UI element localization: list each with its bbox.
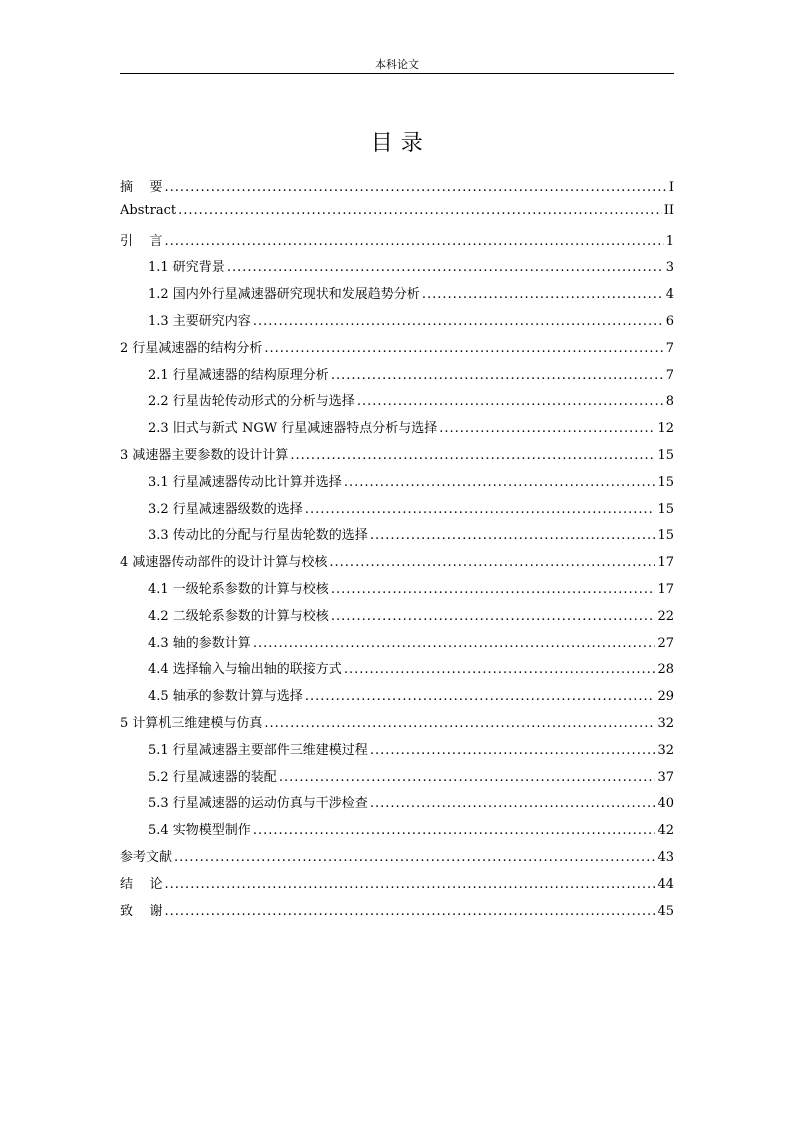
toc-entry[interactable] [120,658,674,685]
toc-entry-label: 5.4 实物模型制作 [148,823,251,839]
toc-entry-page: 7 [665,367,674,383]
toc-leader-dots [264,341,663,356]
toc-leader-dots [253,636,656,651]
toc-entry-label: 引 言 [120,233,163,249]
toc-entry-page: 15 [657,474,674,490]
toc-leader-dots [165,234,664,249]
toc-entry[interactable] [120,873,674,900]
toc-entry-label: 3.3 传动比的分配与行星齿轮数的选择 [148,528,368,544]
toc-leader-dots [165,904,656,919]
toc-leader-dots [370,743,656,758]
toc-entry[interactable] [120,739,674,766]
toc-leader-dots [264,716,655,731]
toc-entry-page: II [663,202,674,218]
toc-entry-page: 15 [657,528,674,544]
toc-entry-page: 44 [657,876,674,892]
toc-entry[interactable] [120,176,674,203]
toc-entry-page: 15 [657,501,674,517]
toc-entry-label: 4.3 轴的参数计算 [148,635,251,651]
toc-leader-dots [165,180,667,195]
toc-leader-dots [370,796,656,811]
toc-leader-dots [174,850,655,865]
toc-entry-page: 43 [657,849,674,865]
toc-entry-page: 32 [657,715,674,731]
header-rule [120,73,674,74]
toc-entry-page: 42 [657,823,674,839]
toc-entry-page: 12 [657,421,674,437]
toc-entry-label: 参考文献 [120,849,173,865]
toc-entry-page: 40 [657,796,674,812]
toc-entry-label: 结 论 [120,876,163,892]
toc-entry[interactable] [120,310,674,337]
toc-entry-label: 3.2 行星减速器级数的选择 [148,501,303,517]
toc-leader-dots [357,394,664,409]
toc-entry-page: 28 [657,662,674,678]
toc-entry[interactable] [120,390,674,417]
toc-entry-page: 32 [657,742,674,758]
toc-entry[interactable] [120,605,674,632]
toc-entry[interactable] [120,712,674,739]
toc-entry-label: 摘 要 [120,180,163,195]
toc-entry-page: 15 [657,447,674,463]
toc-leader-dots [305,502,656,517]
toc-entry[interactable] [120,471,674,498]
toc-leader-dots [279,770,656,785]
toc-entry-label: 3.1 行星减速器传动比计算并选择 [148,474,342,490]
toc-list [120,176,674,926]
toc-entry-label: 5.1 行星减速器主要部件三维建模过程 [148,742,368,758]
toc-entry-label: 2.3 旧式与新式 NGW 行星减速器特点分析与选择 [148,421,438,437]
toc-entry-page: 37 [657,769,674,785]
toc-entry[interactable] [120,685,674,712]
toc-entry-label: 5.3 行星减速器的运动仿真与干涉检查 [148,796,368,812]
toc-entry[interactable] [120,498,674,525]
toc-leader-dots [422,287,664,302]
toc-entry-label: 1.3 主要研究内容 [148,313,251,329]
toc-entry-label: 2.2 行星齿轮传动形式的分析与选择 [148,394,355,410]
toc-entry-page: 17 [657,555,674,571]
toc-entry-label: 5 计算机三维建模与仿真 [120,715,263,731]
toc-entry[interactable] [120,203,674,230]
toc-entry[interactable] [120,337,674,364]
toc-entry-label: 3 减速器主要参数的设计计算 [120,447,289,463]
toc-entry[interactable] [120,256,674,283]
toc-entry-page: 7 [665,340,674,356]
toc-leader-dots [331,368,664,383]
toc-entry-label: 1.1 研究背景 [148,260,225,276]
toc-entry[interactable] [120,524,674,551]
toc-leader-dots [331,582,656,597]
toc-entry-page: 29 [657,689,674,705]
toc-title: 目 录 [370,131,424,156]
toc-leader-dots [253,823,656,838]
page-header: 本科论文 [375,58,419,71]
toc-entry-page: 3 [665,260,674,276]
toc-entry-label: 5.2 行星减速器的装配 [148,769,277,785]
toc-entry[interactable] [120,766,674,793]
toc-entry-page: 17 [657,581,674,597]
toc-entry-label: 2.1 行星减速器的结构原理分析 [148,367,329,383]
toc-leader-dots [344,475,656,490]
toc-entry-page: 27 [657,635,674,651]
toc-entry-label: 1.2 国内外行星减速器研究现状和发展趋势分析 [148,287,420,303]
toc-entry-label: 4.4 选择输入与输出轴的联接方式 [148,662,342,678]
toc-entry[interactable] [120,417,674,444]
toc-entry[interactable] [120,551,674,578]
toc-entry-page: 8 [665,394,674,410]
toc-entry-page: I [668,180,674,195]
toc-entry[interactable] [120,632,674,659]
toc-entry-label: 4.5 轴承的参数计算与选择 [148,689,303,705]
toc-leader-dots [305,689,656,704]
toc-entry[interactable] [120,819,674,846]
toc-entry[interactable] [120,900,674,927]
toc-entry[interactable] [120,444,674,471]
toc-entry[interactable] [120,846,674,873]
toc-leader-dots [253,314,664,329]
toc-entry[interactable] [120,364,674,391]
toc-leader-dots [165,877,656,892]
toc-entry[interactable] [120,792,674,819]
toc-entry-label: 致 谢 [120,903,163,919]
toc-leader-dots [329,555,655,570]
toc-leader-dots [178,203,662,218]
toc-leader-dots [290,448,655,463]
toc-entry-label: 4 减速器传动部件的设计计算与校核 [120,555,328,571]
toc-leader-dots [331,609,656,624]
toc-entry-page: 45 [657,903,674,919]
toc-entry-label: 4.1 一级轮系参数的计算与校核 [148,581,329,597]
toc-entry[interactable] [120,283,674,310]
toc-leader-dots [344,662,656,677]
toc-entry-label: Abstract [120,202,177,218]
toc-entry-page: 22 [657,608,674,624]
toc-entry-page: 4 [665,287,674,303]
toc-entry[interactable] [120,230,674,257]
toc-entry-page: 6 [665,313,674,329]
toc-leader-dots [439,421,655,436]
toc-leader-dots [370,528,656,543]
toc-entry[interactable] [120,578,674,605]
toc-entry-label: 2 行星减速器的结构分析 [120,340,263,356]
toc-entry-page: 1 [665,233,674,249]
toc-leader-dots [227,260,664,275]
toc-entry-label: 4.2 二级轮系参数的计算与校核 [148,608,329,624]
